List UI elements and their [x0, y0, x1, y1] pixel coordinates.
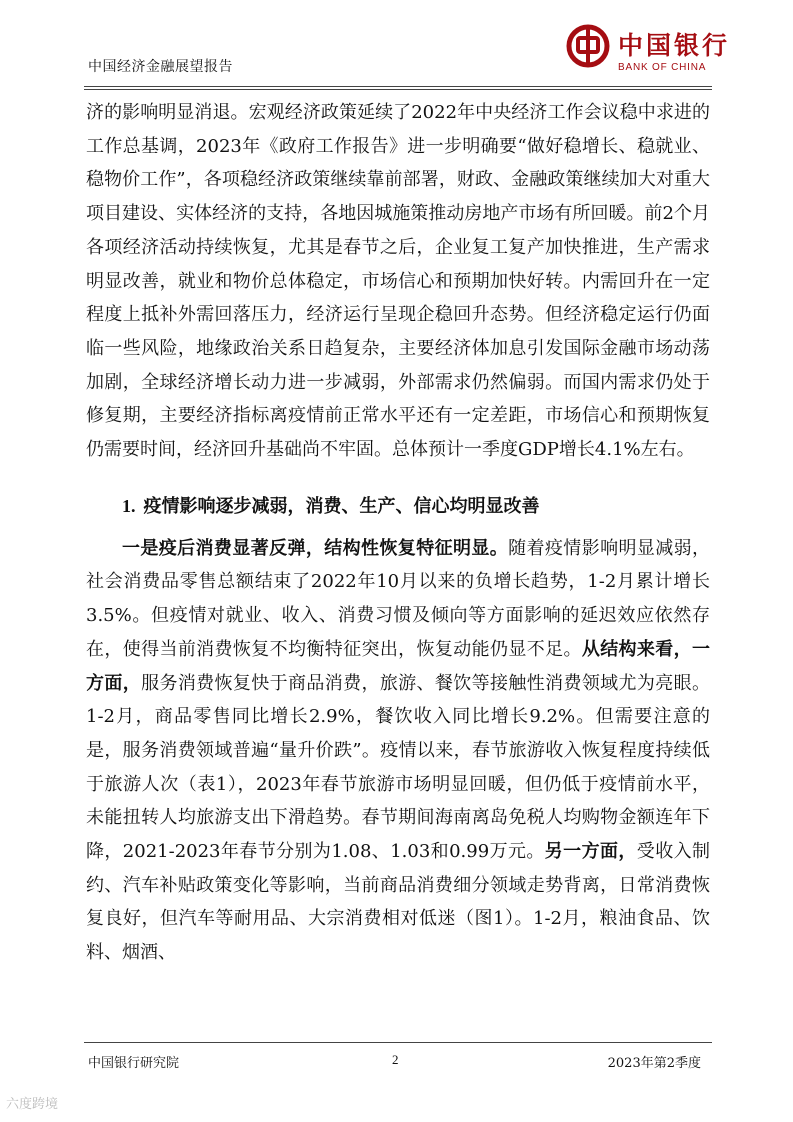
footer-quarter: 2023年第2季度 [607, 1056, 701, 1071]
watermark: 六度跨境 [6, 1097, 59, 1112]
logo-chinese-text: 中国银行 [618, 31, 731, 60]
paragraph-consumption [86, 532, 710, 970]
report-title: 中国经济金融展望报告 [88, 59, 233, 75]
page-number: 2 [392, 1052, 399, 1067]
footer-divider [84, 1042, 712, 1043]
paragraph-text: 服务消费恢复快于商品消费，旅游、餐饮等接触性消费领域尤为亮眼。1-2月，商品零售同比增长2.9%，餐饮收入同比增长9.2%。但需要注意的是，服务消费领域普遍“量升价跌”。疫情以来，春节旅游收入恢复程度持续低于旅游人次（表1），2023年春节旅游市场明显回暖，但仍低于疫情前水平，未能扭转人均旅游支出下滑趋势。春节期间海南离岛免税人均购物金额连年下降，2021-2023年春节分别为1.08、1.03和0.99万元。 [86, 672, 710, 863]
body-content [86, 96, 710, 970]
paragraph-macro-overview: 济的影响明显消退。宏观经济政策延续了2022年中央经济工作会议稳中求进的工作总基调，2023年《政府工作报告》进一步明确要“做好稳增长、稳就业、稳物价工作”，各项稳经济政策继续靠前部署，财政、金融政策继续加大对重大项目建设、实体经济的支持，各地因城施策推动房地产市场有所回暖。前2个月各项经济活动持续恢复，尤其是春节之后，企业复工复产加快推进，生产需求明显改善，就业和物价总体稳定，市场信心和预期加快好转。内需回升在一定程度上抵补外需回落压力，经济运行呈现企稳回升态势。但经济稳定运行仍面临一些风险，地缘政治关系日趋复杂，主要经济体加息引发国际金融市场动荡加剧，全球经济增长动力进一步减弱，外部需求仍然偏弱。而国内需求仍处于修复期，主要经济指标离疫情前正常水平还有一定差距，市场信心和预期恢复仍需要时间，经济回升基础尚不牢固。总体预计一季度GDP增长4.1%左右。 [86, 102, 710, 461]
header-divider-secondary [84, 89, 712, 90]
paragraph-text: 受收入制约、汽车补贴政策变化等影响，当前商品消费细分领域走势背离，日常消费恢复良好，但汽车等耐用品、大宗消费相对低迷（图1）。1-2月，粮油食品、饮料、烟酒、 [86, 841, 711, 964]
bank-logo [566, 24, 731, 82]
footer-institution: 中国银行研究院 [88, 1056, 180, 1071]
section-heading [86, 489, 710, 524]
structure-bold-text: 从结构来看，一方面， [86, 638, 711, 694]
logo-english-text: BANK OF CHINA [618, 62, 707, 73]
other-side-bold-text: 另一方面， [544, 841, 637, 863]
bank-of-china-emblem-icon [566, 24, 610, 68]
section-number: 1. [122, 495, 136, 516]
paragraph-text: 随着疫情影响明显减弱，社会消费品零售总额结束了2022年10月以来的负增长趋势，1-2月累计增长3.5%。但疫情对就业、收入、消费习惯及倾向等方面影响的延迟效应依然存在，使得当前消费恢复不均衡特征突出，恢复动能仍显不足。 [86, 537, 711, 660]
section-heading-text: 疫情影响逐步减弱，消费、生产、信心均明显改善 [143, 495, 540, 517]
paragraph-lead-bold: 一是疫后消费显著反弹，结构性恢复特征明显。 [122, 537, 509, 559]
header-divider [84, 86, 712, 87]
